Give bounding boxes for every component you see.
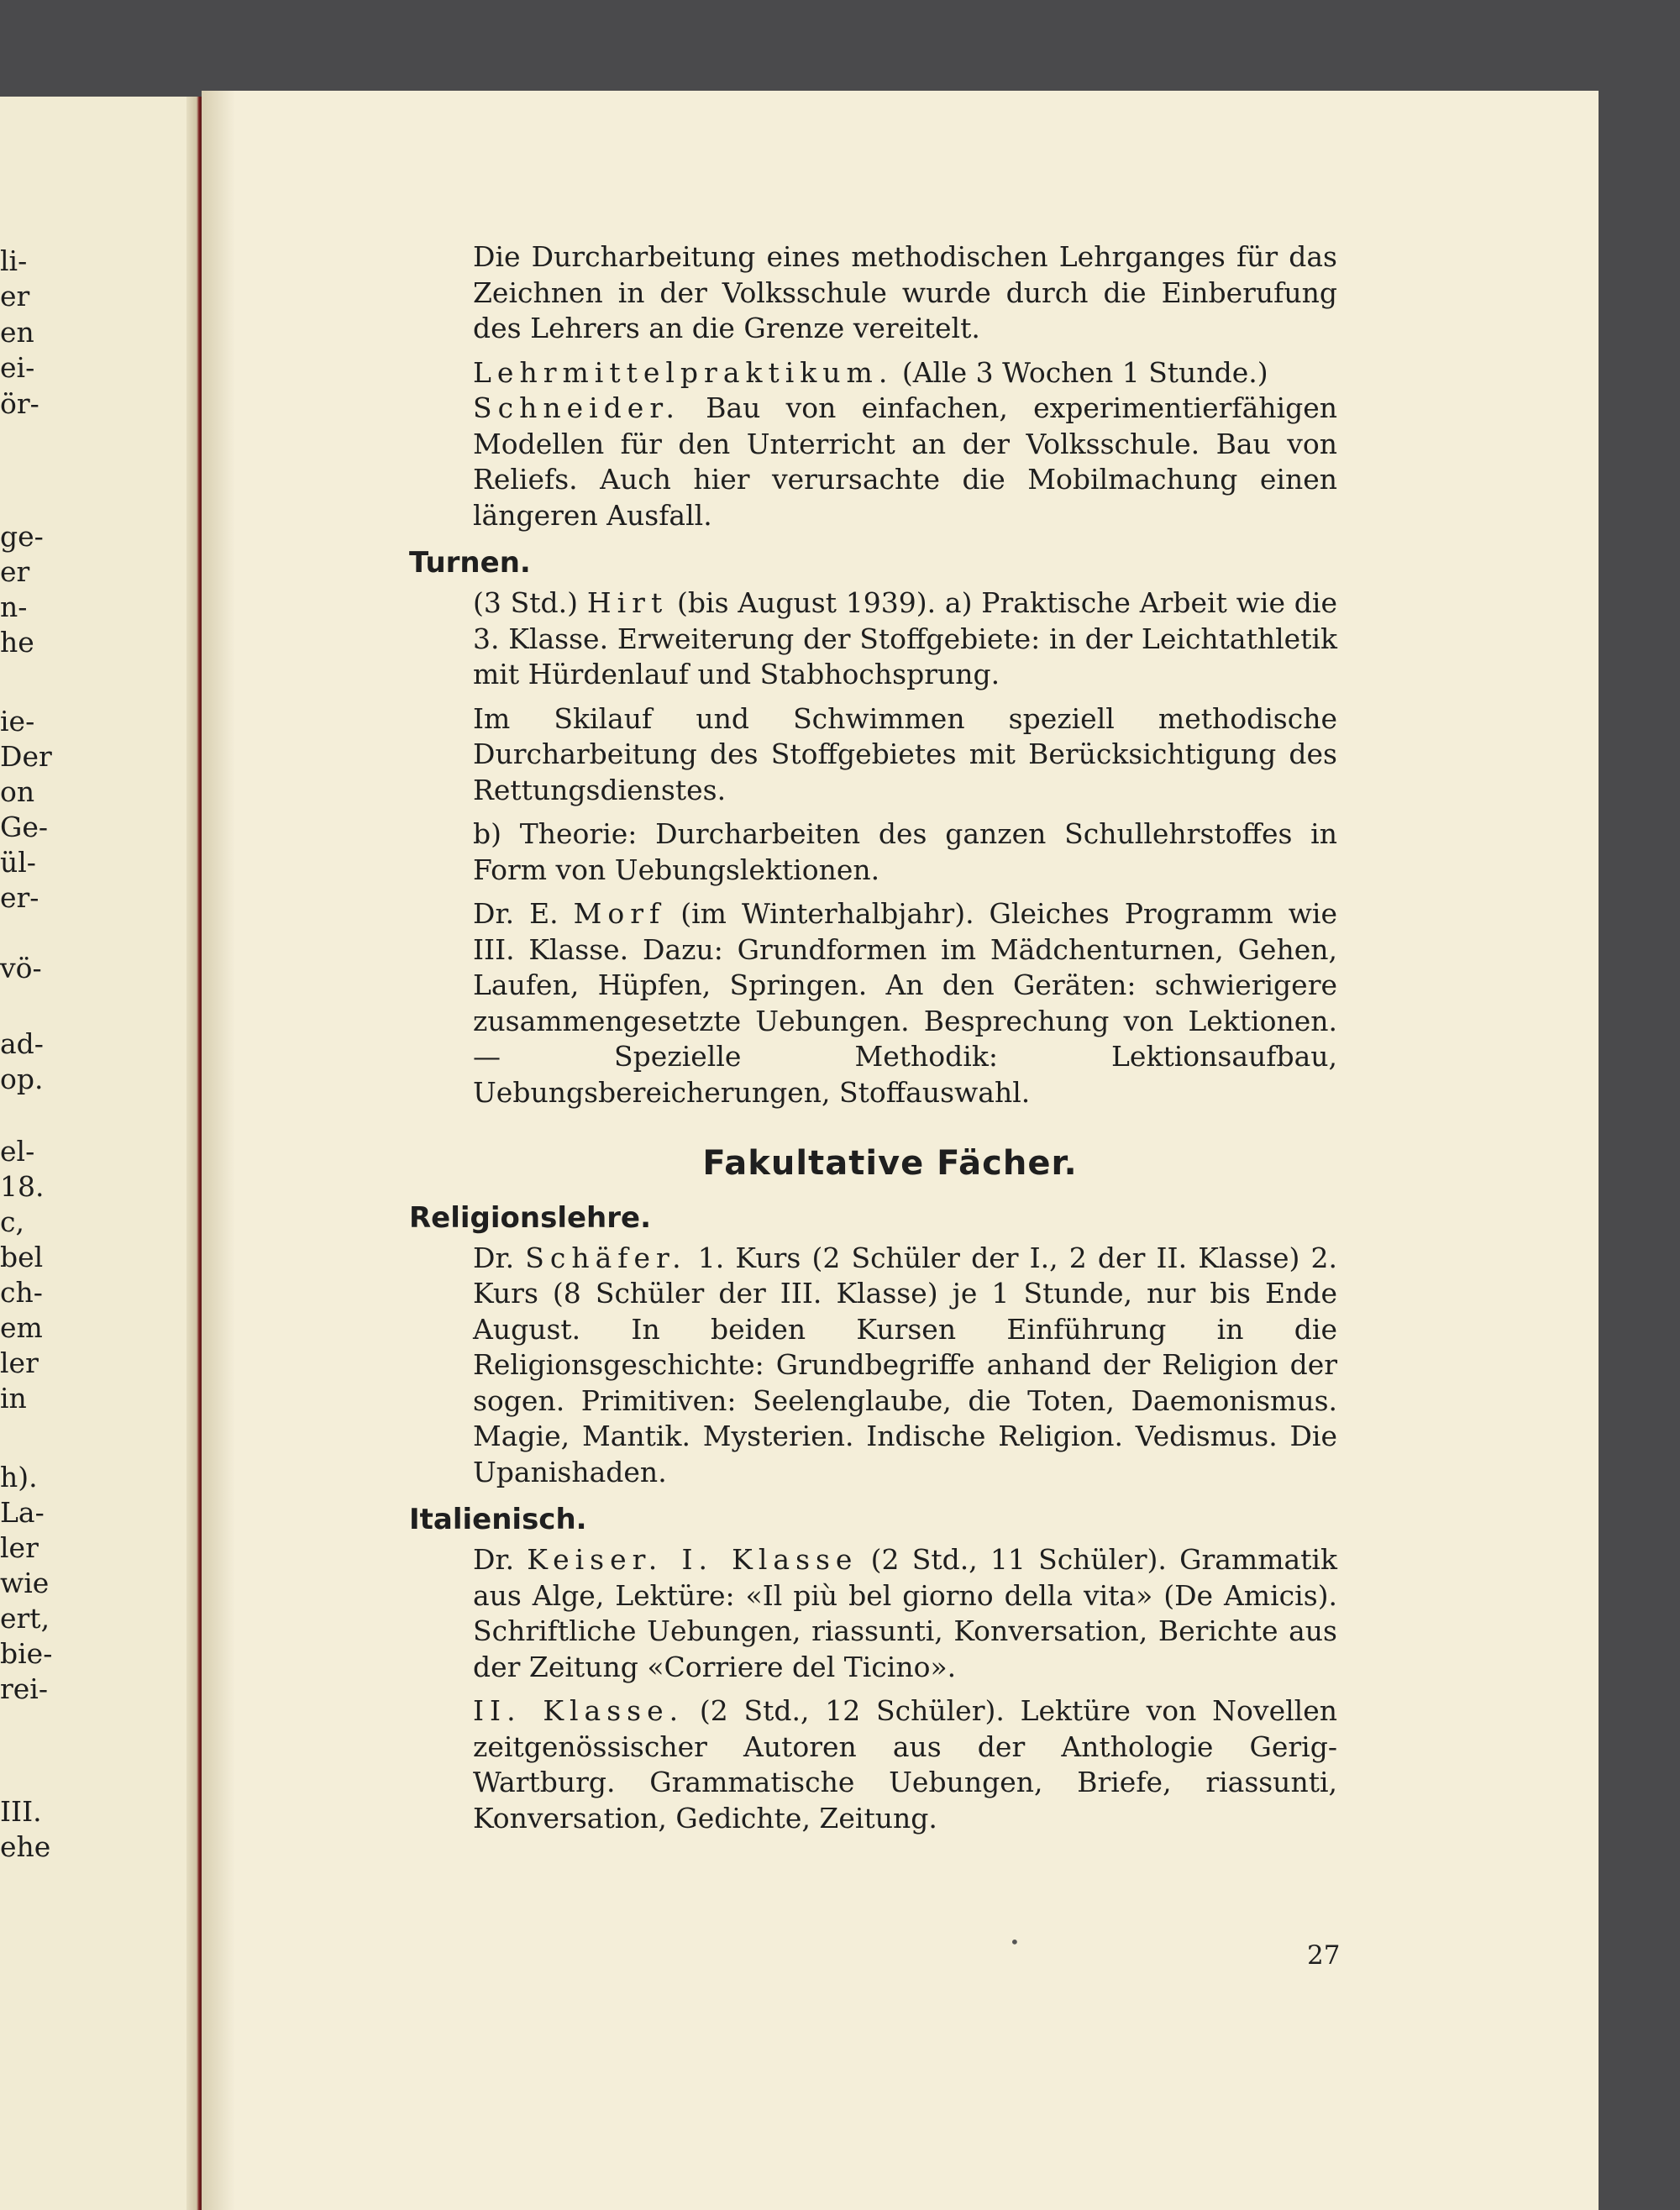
spaced-term: Hirt xyxy=(586,586,669,619)
edge-fragment: h). xyxy=(0,1461,38,1493)
text-run: (im Winterhalbjahr). Gleiches Programm wie III. Klasse. Dazu: Grundformen im Mädchenturnen, Gehen, Laufen, Hüpfen, Springen. An den Geräten: schwierigere zusammengesetzte Uebungen. Besprechung von Lektionen. — Spezielle Methodik: Lektionsaufbau, Uebungsbereicherungen, Stoffauswahl. xyxy=(473,897,1338,1109)
text-run: (2 Std., 12 Schüler). Lektüre von Novellen zeitgenössischer Autoren aus der Anthologie Gerig-Wartburg. Grammatische Uebungen, Briefe, riassunti, Konversation, Gedichte, Zeitung. xyxy=(473,1694,1337,1835)
text-run: (3 Std.) xyxy=(473,586,587,619)
paragraph xyxy=(409,1693,1337,1836)
edge-fragment: en xyxy=(0,316,34,349)
page-content xyxy=(409,239,1337,1836)
edge-fragment: em xyxy=(0,1311,43,1344)
text-run: (2 Std., 11 Schüler). Grammatik aus Alge, Lektüre: «Il più bel giorno della vita» (De Amicis). Schriftliche Uebungen, riassunti, Konversation, Berichte aus der Zeitung «Corriere del Ticino». xyxy=(473,1543,1337,1683)
paragraph xyxy=(409,355,1337,534)
edge-fragment: ler xyxy=(0,1346,39,1379)
edge-fragment: in xyxy=(0,1382,27,1415)
edge-fragment: ör- xyxy=(0,387,39,420)
edge-fragment: ehe xyxy=(0,1830,51,1863)
paragraph: Die Durcharbeitung eines methodischen Lehrganges für das Zeichnen in der Volksschule wurde durch die Einberufung des Lehrers an die Grenze vereitelt. xyxy=(473,240,1337,344)
page-number: 27 xyxy=(1307,1940,1341,1971)
edge-fragment: he xyxy=(0,626,34,659)
edge-fragment: er xyxy=(0,555,30,588)
edge-fragment: wie xyxy=(0,1567,50,1599)
edge-fragment: op. xyxy=(0,1063,44,1095)
text-run: Dr. xyxy=(473,1543,528,1576)
edge-fragment: ül- xyxy=(0,846,36,879)
spaced-term: II. Klasse. xyxy=(473,1694,685,1727)
edge-fragment: La- xyxy=(0,1496,45,1529)
spaced-term: I. Klasse xyxy=(663,1543,858,1576)
edge-fragment: ert, xyxy=(0,1602,50,1635)
edge-fragment: III. xyxy=(0,1795,42,1828)
edge-fragment: ch- xyxy=(0,1276,43,1309)
spaced-term: Schäfer. xyxy=(525,1241,687,1274)
text-run: Dr. E. xyxy=(473,897,574,930)
edge-fragment: bie- xyxy=(0,1637,53,1670)
edge-fragment: er xyxy=(0,280,30,312)
edge-fragment: Ge- xyxy=(0,811,49,843)
heading-turnen: Turnen. xyxy=(409,546,531,580)
section-title: Fakultative Fächer. xyxy=(702,1144,1078,1183)
spaced-term: Keiser. xyxy=(527,1543,664,1576)
paragraph xyxy=(409,585,1337,693)
edge-fragment: ler xyxy=(0,1531,39,1564)
edge-fragment: rei- xyxy=(0,1672,49,1705)
edge-fragment: ad- xyxy=(0,1027,44,1060)
edge-fragment: li- xyxy=(0,244,28,277)
edge-fragment: Der xyxy=(0,740,52,773)
paragraph: Im Skilauf und Schwimmen speziell methodische Durcharbeitung des Stoffgebietes mit Berücksichtigung des Rettungsdienstes. xyxy=(473,701,1337,806)
paragraph xyxy=(409,896,1337,1110)
heading-religionslehre: Religionslehre. xyxy=(409,1200,652,1235)
edge-fragment: er- xyxy=(0,881,39,914)
page-mark: • xyxy=(1010,1932,1020,1952)
spaced-term: Lehrmittelpraktikum. xyxy=(473,355,894,389)
edge-fragment: n- xyxy=(0,591,28,623)
paragraph: b) Theorie: Durcharbeiten des ganzen Schullehrstoffes in Form von Uebungslektionen. xyxy=(473,817,1337,886)
edge-fragment: bel xyxy=(0,1241,44,1273)
text-run: (Alle 3 Wochen 1 Stunde.) xyxy=(893,355,1268,389)
text-run: Dr. xyxy=(473,1241,526,1274)
edge-fragment: 18. xyxy=(0,1170,45,1203)
edge-fragment: el- xyxy=(0,1135,35,1168)
edge-fragment: ei- xyxy=(0,351,35,384)
heading-italienisch: Italienisch. xyxy=(409,1503,587,1536)
book-gutter xyxy=(186,97,203,2210)
text-run: 1. Kurs (2 Schüler der I., 2 der II. Klasse) 2. Kurs (8 Schüler der III. Klasse) je 1 Stunde, nur bis Ende August. In beiden Kursen Einführung in die Religionsgeschichte: Grundbegriffe anhand der Religion der sogen. Primitiven: Seelenglaube, die Toten, Daemonismus. Magie, Mantik. Mysterien. Indische Religion. Vedismus. Die Upanishaden. xyxy=(473,1241,1337,1488)
paragraph xyxy=(409,1241,1337,1491)
spaced-term: Morf xyxy=(573,897,666,930)
text-run: Bau von einfachen, experimentierfähigen Modellen für den Unterricht an der Volksschule. Bau von Reliefs. Auch hier verursachte die Mobilmachung einen längeren Ausfall. xyxy=(473,391,1337,532)
edge-fragment: on xyxy=(0,775,35,808)
text-run: (bis August 1939). a) Praktische Arbeit wie die 3. Klasse. Erweiterung der Stoffgebiete: in der Leichtathletik mit Hürdenlauf und Stabhochsprung. xyxy=(473,586,1337,690)
edge-fragment: ie- xyxy=(0,705,35,738)
paragraph xyxy=(409,1542,1337,1685)
edge-fragment: vö- xyxy=(0,952,42,984)
edge-fragment: c, xyxy=(0,1205,24,1238)
edge-fragment: ge- xyxy=(0,520,44,553)
spaced-term: Schneider. xyxy=(473,391,680,424)
